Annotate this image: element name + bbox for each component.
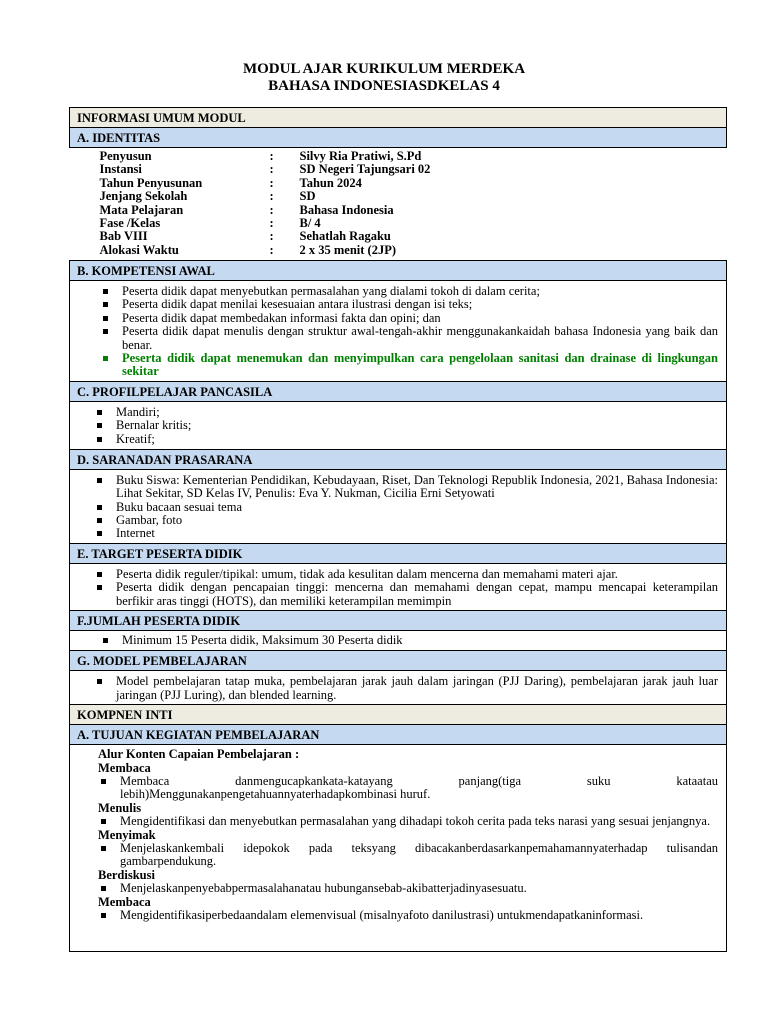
model-body bbox=[70, 671, 727, 705]
list-item: Peserta didik dapat menyebutkan permasalahan yang dialami tokoh di dalam cerita; bbox=[100, 285, 718, 298]
komponen-inti-header: KOMPNEN INTI bbox=[70, 705, 727, 725]
identitas-row: Instansi : SD Negeri Tajungsari 02 bbox=[99, 162, 431, 177]
profil-header: C. PROFILPELAJAR PANCASILA bbox=[70, 381, 727, 401]
group-title: Membaca bbox=[98, 760, 151, 775]
identitas-row: Bab VIII : Sehatlah Ragaku bbox=[99, 229, 391, 244]
group-title: Berdiskusi bbox=[98, 867, 155, 882]
kompetensi-body bbox=[70, 281, 727, 382]
list-item: Buku bacaan sesuai tema bbox=[94, 501, 718, 514]
list-item: Bernalar kritis; bbox=[94, 419, 718, 432]
target-body bbox=[70, 563, 727, 610]
document-title-line2: BAHASA INDONESIASDKELAS 4 bbox=[268, 78, 500, 94]
target-header: E. TARGET PESERTA DIDIK bbox=[70, 543, 727, 563]
group-title: Membaca bbox=[98, 894, 151, 909]
module-table bbox=[69, 107, 727, 952]
list-item: Internet bbox=[94, 527, 718, 540]
tujuan-intro: Alur Konten Capaian Pembelajaran : bbox=[98, 747, 300, 762]
info-umum-header: INFORMASI UMUM MODUL bbox=[70, 108, 727, 128]
tujuan-body bbox=[70, 745, 727, 952]
kompetensi-header: B. KOMPETENSI AWAL bbox=[70, 261, 727, 281]
list-item: Minimum 15 Peserta didik, Maksimum 30 Peserta didik bbox=[100, 634, 718, 647]
list-item: Peserta didik dengan pencapaian tinggi: mencerna dan memahami dengan cepat, mampu mencapai keterampilan berfikir aras tinggi (HOTS), dan memiliki keterampilan memimpin bbox=[94, 581, 718, 608]
group-title: Menyimak bbox=[98, 827, 156, 842]
list-item: Peserta didik reguler/tipikal: umum, tidak ada kesulitan dalam mencerna dan memahami materi ajar. bbox=[94, 568, 718, 581]
list-item: Menjelaskanpenyebabpermasalahanatau hubungansebab-akibatterjadinyasesuatu. bbox=[98, 882, 718, 895]
list-item: Model pembelajaran tatap muka, pembelajaran jarak jauh dalam jaringan (PJJ Daring), pembelajaran jarak jauh luar jaringan (PJJ Luring), dan blended learning. bbox=[94, 675, 718, 702]
sarana-body bbox=[70, 469, 727, 543]
list-item: Kreatif; bbox=[94, 433, 718, 446]
identitas-row: Fase /Kelas : B/ 4 bbox=[99, 216, 321, 231]
jumlah-body bbox=[70, 631, 727, 651]
identitas-row: Penyusun : Silvy Ria Pratiwi, S.Pd bbox=[99, 149, 422, 163]
jumlah-header: F.JUMLAH PESERTA DIDIK bbox=[70, 611, 727, 631]
document-title-line1: MODUL AJAR KURIKULUM MERDEKA bbox=[242, 61, 526, 77]
list-item: Gambar, foto bbox=[94, 514, 718, 527]
identitas-header: A. IDENTITAS bbox=[70, 128, 727, 148]
list-item: Mengidentifikasiperbedaandalam elemenvisual (misalnyafoto danilustrasi) untukmendapatkaninformasi. bbox=[98, 909, 718, 922]
list-item: Peserta didik dapat menilai kesesuaian antara ilustrasi dengan isi teks; bbox=[100, 298, 718, 311]
list-item: Membaca danmengucapkankata-katayang panjang(tiga suku kataatau lebih)Menggunakanpengetahuannyaterhadapkombinasi huruf. bbox=[98, 775, 718, 802]
group-title: Menulis bbox=[98, 800, 142, 815]
identitas-row: Jenjang Sekolah : SD bbox=[99, 189, 316, 204]
list-item: Buku Siswa: Kementerian Pendidikan, Kebudayaan, Riset, Dan Teknologi Republik Indonesia, 2021, Bahasa Indonesia: Lihat Sekitar, SD Kelas IV, Penulis: Eva Y. Nukman, Cicilia Erni Setyowati bbox=[94, 474, 718, 501]
list-item: Peserta didik dapat menulis dengan struktur awal-tengah-akhir menggunakankaidah bahasa Indonesia yang baik dan benar. bbox=[100, 325, 718, 352]
list-item: Peserta didik dapat membedakan informasi fakta dan opini; dan bbox=[100, 312, 718, 325]
profil-body bbox=[70, 401, 727, 449]
identitas-row: Tahun Penyusunan : Tahun 2024 bbox=[99, 175, 362, 190]
tujuan-header: A. TUJUAN KEGIATAN PEMBELAJARAN bbox=[70, 725, 727, 745]
sarana-header: D. SARANADAN PRASARANA bbox=[70, 449, 727, 469]
list-item: Menjelaskankembali idepokok pada teksyang dibacakanberdasarkanpemahamannyaterhadap tulisandan gambarpendukung. bbox=[98, 842, 718, 869]
identitas-body bbox=[70, 148, 727, 261]
model-header: G. MODEL PEMBELAJARAN bbox=[70, 651, 727, 671]
identitas-row: Alokasi Waktu : 2 x 35 menit (2JP) bbox=[99, 242, 397, 257]
identitas-row: Mata Pelajaran : Bahasa Indonesia bbox=[99, 202, 394, 217]
list-item-highlight: Peserta didik dapat menemukan dan menyimpulkan cara pengelolaan sanitasi dan drainase di lingkungan sekitar bbox=[100, 352, 718, 379]
list-item: Mengidentifikasi dan menyebutkan permasalahan yang dihadapi tokoh cerita pada teks narasi yang sesuai jenjangnya. bbox=[98, 815, 718, 828]
list-item: Mandiri; bbox=[94, 406, 718, 419]
